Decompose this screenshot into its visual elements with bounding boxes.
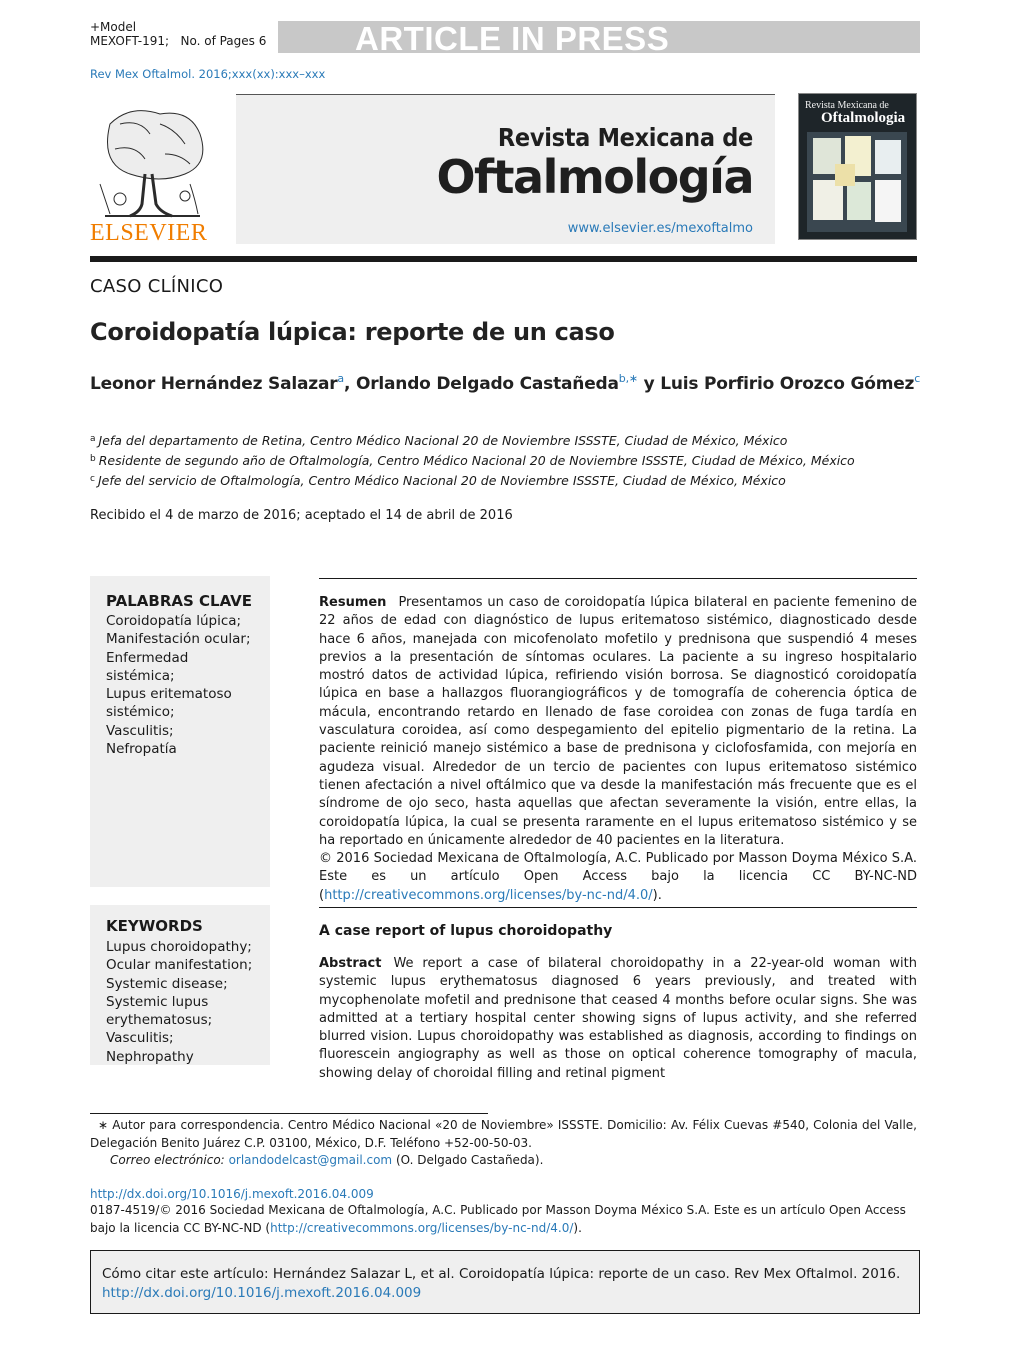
affiliation-text: Jefa del departamento de Retina, Centro Médico Nacional 20 de Noviembre ISSSTE, Ciudad de México, México [98, 433, 788, 448]
english-title: A case report of lupus choroidopathy [319, 923, 613, 939]
abstract-text: We report a case of bilateral choroidopathy in a 22-year-old woman with systemic lupus erythematosus diagnosed 6 years previously, and treated with mycophenolate mofetil and prednisone that ceased 4 months before ocular signs. She was admitted at a tertiary hospital center showing signs of lupus activity, and she referred blurred vision. Lupus choroidopathy was established as diagnosis, according to findings on fluorescein angiography as well as those on optical coherence tomography of macula, showing delay of choroidal filling and retinal pigment [319, 956, 917, 1081]
affiliation-text: Jefe del servicio de Oftalmología, Centro Médico Nacional 20 de Noviembre ISSSTE, Ciudad de México, México [97, 473, 786, 488]
resumen-license-link[interactable]: http://creativecommons.org/licenses/by-nc-nd/4.0/ [324, 887, 653, 903]
affiliation-item [90, 430, 855, 450]
email-line [90, 1152, 917, 1170]
affiliations [90, 430, 855, 490]
journal-masthead [236, 94, 775, 244]
keyword-line: Manifestación ocular; [106, 631, 251, 648]
model-label: +Model [90, 20, 137, 34]
keyword-line: sistémico; [106, 704, 175, 721]
article-id-line [90, 34, 266, 48]
resumen-label: Resumen [319, 595, 387, 610]
affiliation-label: c [90, 474, 95, 484]
keyword-line: Systemic disease; [106, 975, 228, 992]
keyword-line: Ocular manifestation; [106, 957, 253, 974]
resumen-license-end: ). [652, 887, 662, 903]
keyword-line: Lupus choroidopathy; [106, 939, 252, 955]
resumen-top-rule [319, 578, 917, 579]
how-to-cite [102, 1265, 908, 1302]
email-link[interactable]: orlandodelcast@gmail.com [228, 1153, 393, 1167]
keywords-en-heading: KEYWORDS [106, 917, 203, 935]
keywords-es-list [106, 612, 251, 758]
keywords-es-box [90, 576, 270, 887]
article-type: CASO CLÍNICO [90, 276, 224, 297]
article-id: MEXOFT-191; [90, 34, 170, 48]
keyword-line: Lupus eritematoso [106, 686, 232, 703]
page-count: No. of Pages 6 [180, 34, 267, 48]
affiliation-label: b [90, 454, 96, 464]
author-name: Orlando Delgado Castañeda [355, 374, 619, 394]
model-tag [90, 20, 266, 48]
affiliation-item [90, 450, 855, 470]
affiliation-item [90, 470, 855, 490]
email-owner: (O. Delgado Castañeda). [395, 1153, 544, 1167]
journal-title-line1: Revista Mexicana de [497, 123, 753, 152]
resumen-license: © 2016 Sociedad Mexicana de Oftalmología, A.C. Publicado por Masson Doyma México S.A. Este es un artículo Open Access bajo la licencia CC BY-NC-ND ( [319, 851, 917, 903]
author-name: Leonor Hernández Salazar [90, 374, 338, 394]
banner-text: ARTICLE IN PRESS [355, 20, 670, 57]
author-affil-link[interactable]: a [337, 372, 344, 385]
keywords-en-box [90, 905, 270, 1065]
header-divider [90, 256, 917, 262]
resumen-block [319, 594, 917, 905]
doi-link[interactable]: http://dx.doi.org/10.1016/j.mexoft.2016.04.009 [90, 1187, 374, 1201]
corresponding-footnote [90, 1117, 917, 1170]
cover-artwork [799, 94, 918, 241]
keyword-line: erythematosus; [106, 1012, 213, 1029]
abstract-block [319, 955, 917, 1081]
journal-title-line2: Oftalmología [436, 150, 753, 204]
author-list [90, 372, 920, 394]
affiliation-text: Residente de segundo año de Oftalmología, Centro Médico Nacional 20 de Noviembre ISSSTE, Ciudad de México, México [98, 453, 855, 468]
keyword-line: Systemic lupus [106, 993, 209, 1010]
cover-title-line1: Revista Mexicana de [805, 100, 889, 111]
journal-url-link[interactable]: www.elsevier.es/mexoftalmo [567, 221, 753, 236]
author-name: Luis Porfirio Orozco Gómez [660, 374, 915, 394]
journal-citation[interactable]: Rev Mex Oftalmol. 2016;xxx(xx):xxx–xxx [90, 67, 326, 81]
cover-title-line2: Oftalmologia [821, 110, 906, 126]
author-separator: , [343, 374, 356, 394]
article-title: Coroidopatía lúpica: reporte de un caso [90, 318, 615, 346]
corresponding-text: ∗ Autor para correspondencia. Centro Médico Nacional «20 de Noviembre» ISSSTE. Domicilio: Av. Félix Cuevas #540, Colonia del Valle, Delegación Benito Juárez C.P. 03100, México, D.F. Teléfono +52-00-50-03. [90, 1118, 917, 1150]
resumen-text: Presentamos un caso de coroidopatía lúpica bilateral en paciente femenino de 22 años de edad con diagnóstico de lupus eritematoso sistémico, diagnosticado desde hace 6 años, manejada con micofenolato mofetilo y prednisona que suspendió 4 meses previos a la presentación de síntomas oculares. La paciente a su ingreso hospitalario mostró datos de actividad lúpica, refiriendo visión borrosa. Se diagnosticó coroidopatía lúpica en base a hallazgos fluorangiográficos y de tomografía de coherencia óptica de mácula, encontrando retardo en llenado de fase coroidea con zonas de fuga tardía en vasculatura coroidea, así como despegamiento del epitelio pigmentario de la retina. La paciente reinició manejo sistémico a base de prednisona y ciclofosfamida, con mejoría en agudeza visual. Alrededor de un tercio de pacientes con lupus eritematoso sistémico tienen afectación a nivel oftálmico que va desde la manifestación más frecuente que es el síndrome de ojo seco, hasta aquellas que afectan severamente la visión, entre ellas, la coroidopatía lúpica, la cual se presenta raramente en el lupus eritematoso sistémico y se ha reportado en únicamente alrededor de 40 pacientes en la literatura. [319, 595, 917, 848]
how-to-cite-box [90, 1250, 920, 1314]
author-affil-link[interactable]: c [914, 372, 921, 385]
keyword-line: Vasculitis; [106, 1030, 174, 1047]
footnote-rule [90, 1113, 488, 1114]
keywords-en-list [106, 938, 252, 1066]
cite-doi-link[interactable]: http://dx.doi.org/10.1016/j.mexoft.2016.04.009 [102, 1284, 422, 1301]
journal-cover-thumbnail [798, 93, 917, 240]
copyright-license-link[interactable]: http://creativecommons.org/licenses/by-nc-nd/4.0/ [270, 1220, 574, 1235]
keyword-line: Nefropatía [106, 741, 177, 758]
elsevier-wordmark: ELSEVIER [90, 220, 208, 246]
keyword-line: Enfermedad [106, 649, 189, 666]
author-separator: y [637, 374, 661, 394]
copyright-notice [90, 1202, 917, 1237]
keyword-line: sistémica; [106, 667, 175, 684]
keyword-line: Vasculitis; [106, 722, 174, 739]
email-label: Correo electrónico: [110, 1153, 225, 1167]
abstract-label: Abstract [319, 956, 382, 971]
abstract-top-rule [319, 907, 917, 908]
keyword-line: Coroidopatía lúpica; [106, 613, 242, 629]
author-affil-link[interactable]: b,∗ [618, 372, 638, 385]
cite-text: Cómo citar este artículo: Hernández Salazar L, et al. Coroidopatía lúpica: reporte de un caso. Rev Mex Oftalmol. 2016. [102, 1266, 901, 1282]
keyword-line: Nephropathy [106, 1048, 194, 1065]
article-in-press-banner [278, 20, 920, 57]
copyright-text: 0187-4519/© 2016 Sociedad Mexicana de Oftalmología, A.C. Publicado por Masson Doyma México S.A. Este es un artículo Open Access bajo la licencia CC BY-NC-ND ( [90, 1203, 906, 1235]
keywords-es-heading: PALABRAS CLAVE [106, 592, 253, 610]
affiliation-label: a [90, 434, 96, 444]
received-dates: Recibido el 4 de marzo de 2016; aceptado el 14 de abril de 2016 [90, 508, 513, 523]
copyright-end: ). [573, 1220, 582, 1235]
